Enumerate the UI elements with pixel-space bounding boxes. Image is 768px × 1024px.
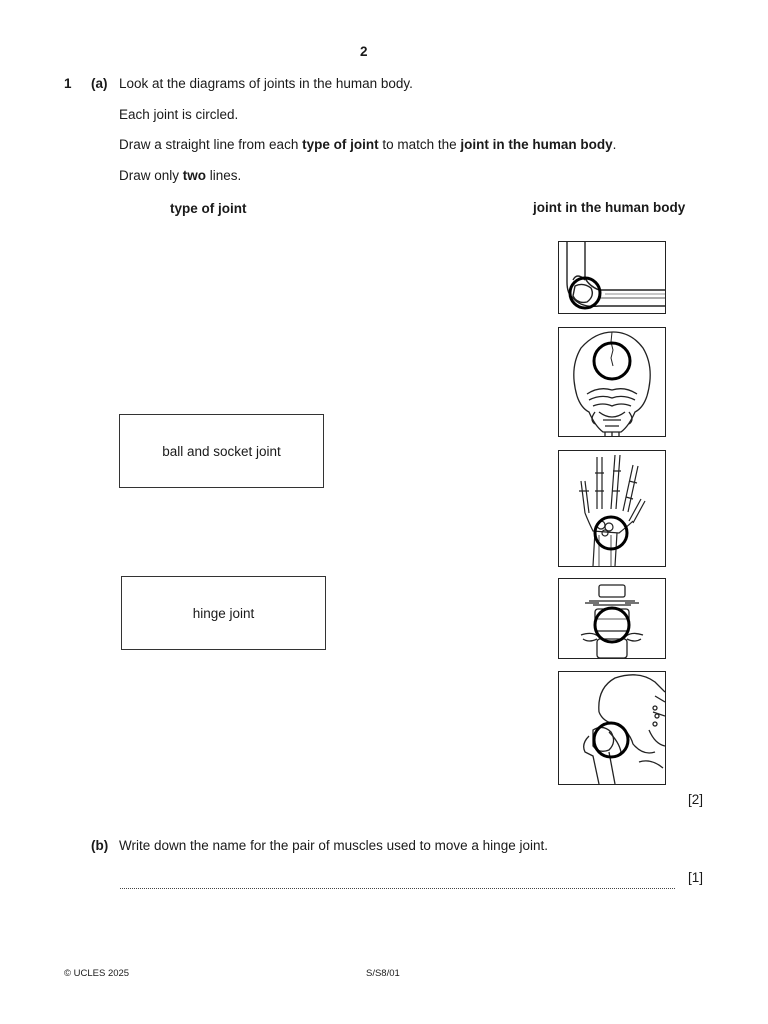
wrist-hand-joint-image[interactable]: [558, 450, 666, 567]
instruction-line-3-bold-1: type of joint: [302, 137, 379, 152]
instruction-line-2: Each joint is circled.: [119, 107, 239, 122]
instruction-line-3-mid: to match the: [378, 137, 461, 152]
instruction-line-3-pre: Draw a straight line from each: [119, 137, 303, 152]
paper-code: S/S8/01: [366, 968, 400, 979]
hand-icon: [559, 451, 665, 566]
part-a-marks: [2]: [688, 792, 704, 807]
joint-in-body-heading: joint in the human body: [533, 200, 686, 215]
copyright: © UCLES 2025: [64, 968, 130, 979]
elbow-joint-image[interactable]: [558, 241, 666, 314]
instruction-line-3-bold-2: joint in the human body: [460, 137, 613, 152]
part-b-marks: [1]: [688, 870, 704, 885]
part-b-question: Write down the name for the pair of muscles used to move a hinge joint.: [119, 838, 548, 853]
skull-joint-image[interactable]: [558, 327, 666, 437]
instruction-line-4-bold: two: [182, 168, 207, 183]
type-of-joint-heading: type of joint: [170, 201, 247, 216]
instruction-line-4-pre: Draw only: [119, 168, 183, 183]
answer-line[interactable]: [120, 878, 675, 889]
hip-icon: [559, 672, 665, 784]
instruction-line-4-post: lines.: [206, 168, 242, 183]
ball-and-socket-joint-box[interactable]: ball and socket joint: [119, 414, 324, 488]
elbow-icon: [559, 242, 665, 313]
skull-icon: [559, 328, 665, 436]
instruction-line-4: [119, 168, 241, 183]
instruction-line-1: Look at the diagrams of joints in the human body.: [119, 76, 413, 91]
part-a-label: (a): [91, 76, 108, 91]
hinge-joint-box[interactable]: hinge joint: [121, 576, 326, 650]
instruction-line-3: [119, 137, 616, 152]
instruction-line-3-post: .: [612, 137, 617, 152]
spine-icon: [559, 579, 665, 658]
page-number: 2: [360, 44, 368, 59]
question-number: 1: [64, 76, 72, 91]
part-b-label: (b): [91, 838, 109, 853]
hip-joint-image[interactable]: [558, 671, 666, 785]
vertebra-joint-image[interactable]: [558, 578, 666, 659]
